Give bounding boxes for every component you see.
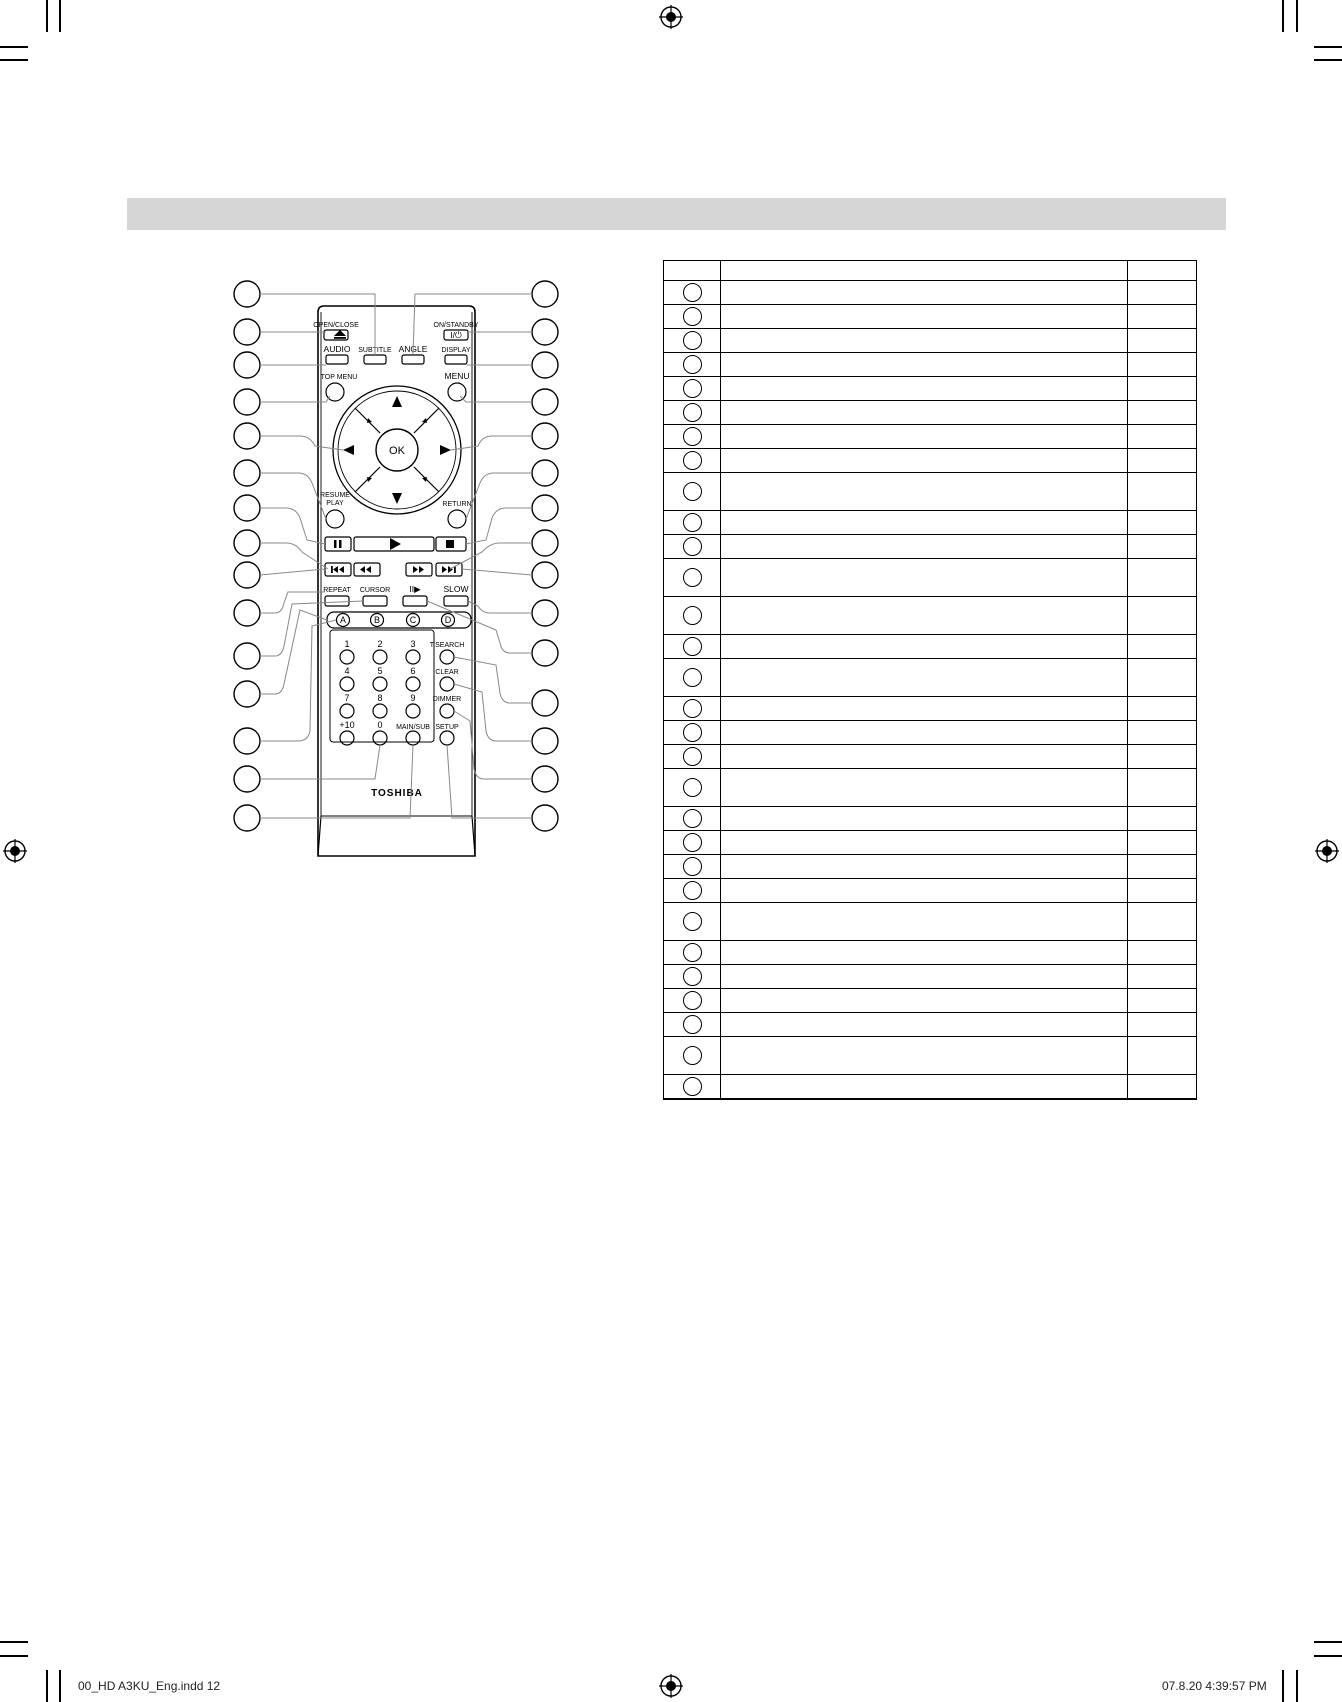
callout-circle-icon [683, 637, 702, 656]
callout-circle-icon [683, 809, 702, 828]
play-label: PLAY [326, 500, 344, 507]
crop-mark [1296, 1670, 1298, 1702]
num-3-label: 3 [410, 639, 416, 649]
callout-circle-icon [683, 513, 702, 532]
table-cell [664, 511, 721, 535]
num-2-label: 2 [377, 639, 383, 649]
callout-circle-icon [683, 331, 702, 350]
table-cell [664, 635, 721, 659]
table-cell [664, 989, 721, 1013]
callout-circle-icon [683, 568, 702, 587]
table-cell [664, 1013, 721, 1037]
table-cell [664, 377, 721, 401]
crop-mark [0, 46, 28, 48]
table-cell [664, 769, 721, 807]
t-search-label: T.SEARCH [429, 642, 465, 649]
table-row [664, 831, 1197, 855]
table-row [664, 903, 1197, 941]
table-cell [664, 941, 721, 965]
callout-circle-icon [683, 355, 702, 374]
table-cell [1128, 1075, 1197, 1099]
table-cell [721, 511, 1128, 535]
table-cell [721, 965, 1128, 989]
table-row [664, 353, 1197, 377]
table-cell [1128, 1013, 1197, 1037]
table-cell [664, 329, 721, 353]
callout-circle-icon [683, 967, 702, 986]
table-cell [664, 261, 721, 281]
table-cell [1128, 1037, 1197, 1075]
table-cell [1128, 879, 1197, 903]
crop-mark [1282, 1670, 1284, 1702]
table-cell [721, 1013, 1128, 1037]
table-row [664, 281, 1197, 305]
crop-mark [0, 59, 28, 61]
table-cell [721, 597, 1128, 635]
table-cell [721, 769, 1128, 807]
callout-circle-icon [683, 451, 702, 470]
table-cell [721, 697, 1128, 721]
callout-circle-icon [683, 379, 702, 398]
table-cell [664, 659, 721, 697]
table-row [664, 1075, 1197, 1099]
audio-label: AUDIO [323, 344, 351, 354]
table-cell [664, 425, 721, 449]
callout-circle-icon [683, 857, 702, 876]
table-cell [721, 449, 1128, 473]
table-row [664, 659, 1197, 697]
num-plus10-label: +10 [339, 720, 355, 730]
callout-circle-icon [683, 1046, 702, 1065]
table-row [664, 329, 1197, 353]
crop-mark [46, 1670, 48, 1702]
table-cell [1128, 659, 1197, 697]
table-cell [1128, 281, 1197, 305]
num-8-label: 8 [377, 693, 383, 703]
table-cell [664, 1037, 721, 1075]
resume-label: RESUME [320, 492, 350, 499]
table-cell [721, 941, 1128, 965]
table-cell [1128, 941, 1197, 965]
crop-mark [1314, 1655, 1342, 1657]
table-row [664, 535, 1197, 559]
callout-circle-icon [683, 943, 702, 962]
table-cell [1128, 965, 1197, 989]
table-cell [721, 1075, 1128, 1099]
remote-control-illustration [220, 270, 580, 870]
num-4-label: 4 [344, 666, 350, 676]
table-cell [664, 1075, 721, 1099]
table-cell [1128, 745, 1197, 769]
table-cell [721, 855, 1128, 879]
table-row [664, 697, 1197, 721]
table-row [664, 879, 1197, 903]
table-row [664, 425, 1197, 449]
table-row [664, 1013, 1197, 1037]
table-cell [1128, 401, 1197, 425]
table-row [664, 377, 1197, 401]
table-cell [664, 831, 721, 855]
power-symbol-label: I/⏻ [450, 330, 462, 340]
color-b-label: B [373, 615, 381, 625]
table-row [664, 745, 1197, 769]
registration-mark-icon [659, 1674, 683, 1698]
table-cell [721, 879, 1128, 903]
table-cell [1128, 511, 1197, 535]
callout-circle-icon [683, 747, 702, 766]
table-cell [1128, 989, 1197, 1013]
table-row [664, 855, 1197, 879]
table-row [664, 559, 1197, 597]
callout-circle-icon [683, 912, 702, 931]
table-cell [664, 535, 721, 559]
table-cell [1128, 305, 1197, 329]
table-cell [1128, 559, 1197, 597]
table-cell [1128, 473, 1197, 511]
table-row [664, 635, 1197, 659]
table-cell [1128, 425, 1197, 449]
callout-circle-icon [683, 537, 702, 556]
table-cell [1128, 635, 1197, 659]
callout-circle-icon [683, 723, 702, 742]
callout-circle-icon [683, 778, 702, 797]
table-cell [721, 903, 1128, 941]
step-label: II▶ [409, 584, 421, 594]
callout-circle-icon [683, 606, 702, 625]
display-label: DISPLAY [441, 347, 471, 354]
table-cell [721, 635, 1128, 659]
table-cell [664, 965, 721, 989]
table-cell [721, 659, 1128, 697]
table-row [664, 941, 1197, 965]
dimmer-label: DIMMER [432, 696, 462, 703]
table-cell [721, 721, 1128, 745]
table-cell [721, 473, 1128, 511]
slow-label: SLOW [443, 584, 469, 594]
crop-mark [1314, 46, 1342, 48]
registration-mark-icon [1315, 839, 1339, 863]
table-cell [664, 745, 721, 769]
table-cell [664, 721, 721, 745]
main-sub-label: MAIN/SUB [396, 724, 430, 731]
callout-circle-icon [683, 1015, 702, 1034]
callout-circle-icon [683, 699, 702, 718]
table-row [664, 473, 1197, 511]
table-cell [721, 305, 1128, 329]
callout-circle-icon [683, 991, 702, 1010]
table-cell [1128, 535, 1197, 559]
num-7-label: 7 [344, 693, 350, 703]
color-a-label: A [339, 615, 347, 625]
table-row [664, 807, 1197, 831]
num-6-label: 6 [410, 666, 416, 676]
table-cell [1128, 261, 1197, 281]
section-header-band [127, 198, 1226, 230]
crop-mark [1314, 59, 1342, 61]
table-cell [1128, 697, 1197, 721]
menu-label: MENU [444, 371, 470, 381]
crop-mark [0, 1655, 28, 1657]
color-c-label: C [409, 615, 417, 625]
table-row [664, 1037, 1197, 1075]
clear-label: CLEAR [435, 669, 459, 676]
return-label: RETURN [442, 501, 472, 508]
table-cell [721, 353, 1128, 377]
on-standby-label: ON/STANDBY [433, 322, 479, 329]
table-cell [721, 329, 1128, 353]
table-row [664, 721, 1197, 745]
crop-mark [59, 0, 61, 32]
callout-circle-icon [683, 307, 702, 326]
table-cell [1128, 329, 1197, 353]
table-row [664, 769, 1197, 807]
table-cell [721, 807, 1128, 831]
table-cell [721, 401, 1128, 425]
callout-circle-icon [683, 283, 702, 302]
table-cell [664, 449, 721, 473]
callout-circle-icon [683, 403, 702, 422]
table-header-row [664, 261, 1197, 281]
num-9-label: 9 [410, 693, 416, 703]
table-cell [1128, 855, 1197, 879]
table-cell [664, 401, 721, 425]
crop-mark [46, 0, 48, 32]
ok-label: OK [389, 445, 405, 457]
num-1-label: 1 [344, 639, 350, 649]
button-reference-table [663, 260, 1197, 1100]
table-row [664, 965, 1197, 989]
table-cell [664, 473, 721, 511]
setup-label: SETUP [435, 724, 459, 731]
table-cell [1128, 353, 1197, 377]
table-row [664, 449, 1197, 473]
table-row [664, 305, 1197, 329]
table-cell [664, 903, 721, 941]
table-row [664, 597, 1197, 635]
table-cell [721, 745, 1128, 769]
table-cell [664, 559, 721, 597]
table-cell [1128, 377, 1197, 401]
brand-logo: TOSHIBA [371, 788, 423, 799]
callout-circle-icon [683, 668, 702, 687]
top-menu-label: TOP MENU [320, 374, 358, 381]
table-cell [1128, 903, 1197, 941]
table-cell [1128, 597, 1197, 635]
crop-mark [1296, 0, 1298, 32]
crop-mark [1314, 1641, 1342, 1643]
table-cell [664, 807, 721, 831]
table-cell [721, 377, 1128, 401]
table-cell [721, 831, 1128, 855]
table-row [664, 401, 1197, 425]
table-cell [1128, 721, 1197, 745]
num-0-label: 0 [377, 720, 383, 730]
table-row [664, 511, 1197, 535]
table-cell [664, 305, 721, 329]
table-cell [1128, 769, 1197, 807]
num-5-label: 5 [377, 666, 383, 676]
table-cell [1128, 831, 1197, 855]
table-cell [721, 281, 1128, 305]
subtitle-label: SUBTITLE [358, 347, 392, 354]
repeat-label: REPEAT [323, 587, 351, 594]
callout-circle-icon [683, 427, 702, 446]
crop-mark [59, 1670, 61, 1702]
table-cell [664, 353, 721, 377]
crop-mark [1282, 0, 1284, 32]
cursor-label: CURSOR [359, 587, 391, 594]
table-cell [1128, 449, 1197, 473]
table-cell [721, 559, 1128, 597]
table-cell [1128, 807, 1197, 831]
table-cell [721, 1037, 1128, 1075]
callout-circle-icon [683, 1077, 702, 1096]
callout-circle-icon [683, 482, 702, 501]
table-cell [721, 535, 1128, 559]
table-cell [664, 597, 721, 635]
open-close-label: OPEN/CLOSE [313, 322, 359, 329]
table-cell [721, 425, 1128, 449]
footer-filename: 00_HD A3KU_Eng.indd 12 [78, 1679, 221, 1693]
callout-circle-icon [683, 881, 702, 900]
registration-mark-icon [659, 5, 683, 29]
callout-circle-icon [683, 833, 702, 852]
table-cell [664, 879, 721, 903]
footer-timestamp: 07.8.20 4:39:57 PM [1162, 1679, 1267, 1693]
table-cell [664, 281, 721, 305]
angle-label: ANGLE [398, 344, 428, 354]
table-cell [721, 989, 1128, 1013]
crop-mark [0, 1641, 28, 1643]
table-cell [721, 261, 1128, 281]
color-d-label: D [444, 615, 452, 625]
table-row [664, 989, 1197, 1013]
registration-mark-icon [3, 839, 27, 863]
table-cell [664, 855, 721, 879]
table-cell [664, 697, 721, 721]
